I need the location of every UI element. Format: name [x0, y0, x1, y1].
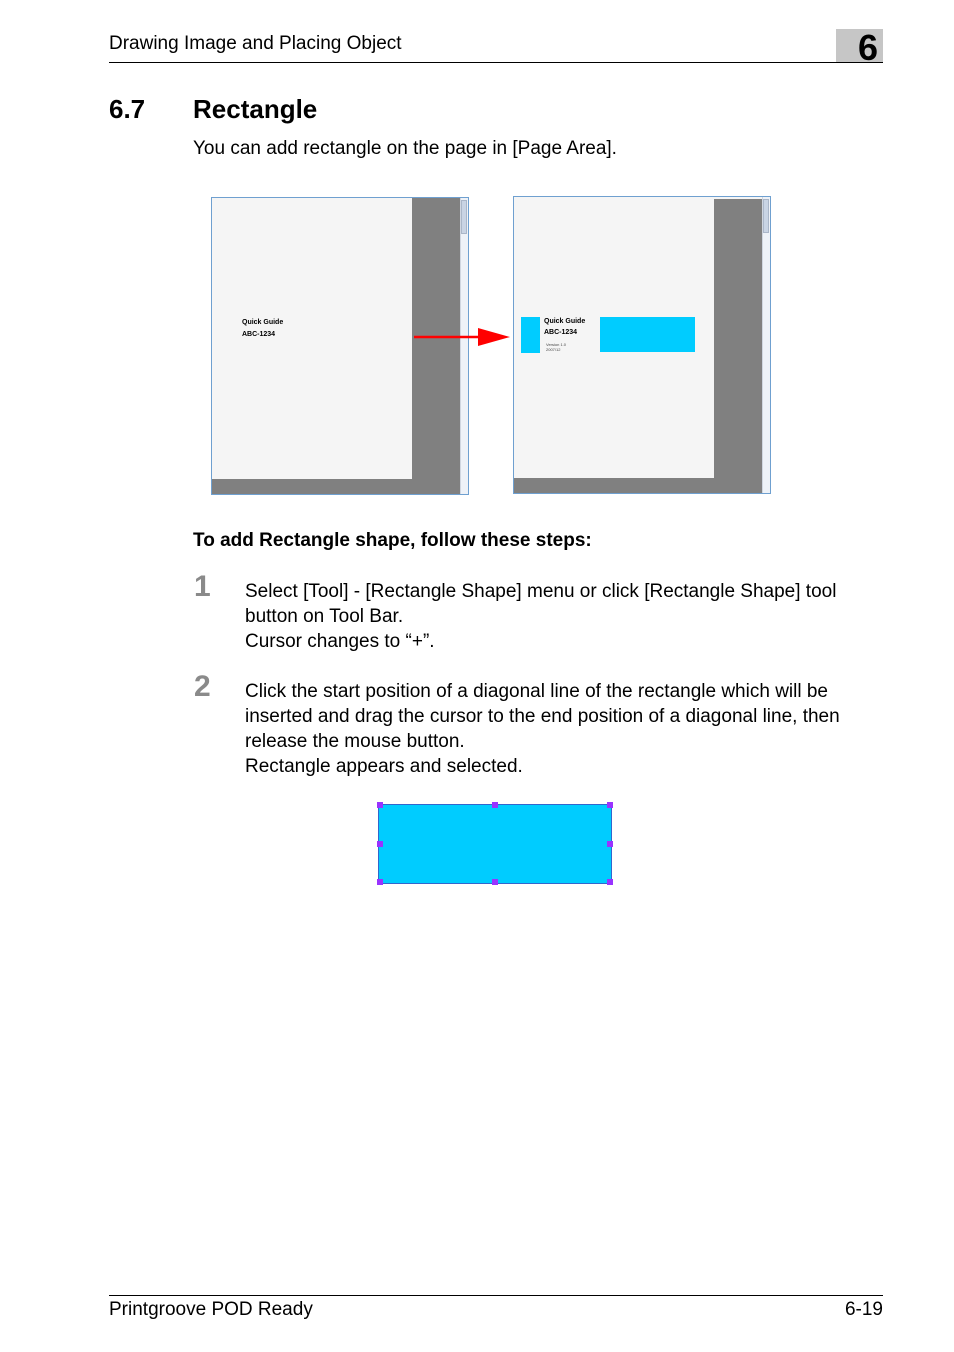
page-background-gray-bottom — [212, 479, 462, 494]
resize-handle-top-middle[interactable] — [492, 802, 498, 808]
footer-page-number: 6-19 — [844, 1299, 883, 1320]
inserted-rectangle-small — [521, 317, 540, 353]
resize-handle-bottom-right[interactable] — [607, 879, 613, 885]
doc-title-text: Quick Guide — [242, 319, 284, 326]
scrollbar-thumb[interactable] — [763, 199, 769, 233]
doc-code-text: ABC-1234 — [544, 329, 578, 336]
step-2-line-2: inserted and drag the cursor to the end position of a diagonal line, then — [245, 706, 840, 727]
resize-handle-bottom-middle[interactable] — [492, 879, 498, 885]
page-area-after-screenshot — [513, 196, 771, 494]
header-rule — [109, 62, 883, 63]
footer-rule — [109, 1295, 883, 1296]
step-2-line-3: release the mouse button. — [245, 731, 465, 752]
resize-handle-middle-left[interactable] — [377, 841, 383, 847]
section-number: 6.7 — [109, 94, 146, 124]
page-background-gray — [714, 199, 764, 493]
step-1-line-1: Select [Tool] - [Rectangle Shape] menu or click [Rectangle Shape] tool — [245, 581, 837, 602]
doc-code-text: ABC-1234 — [242, 331, 276, 338]
step-number-2: 2 — [194, 670, 211, 703]
red-arrow-icon — [412, 326, 512, 348]
step-2-line-4: Rectangle appears and selected. — [245, 756, 523, 777]
page-background-gray-bottom — [514, 478, 764, 493]
doc-title-text: Quick Guide — [544, 318, 586, 325]
running-header-title: Drawing Image and Placing Object — [109, 33, 402, 54]
step-1-line-3: Cursor changes to “+”. — [245, 631, 435, 652]
footer-product-name: Printgroove POD Ready — [109, 1299, 313, 1320]
section-intro: You can add rectangle on the page in [Page Area]. — [193, 138, 617, 159]
selected-rectangle[interactable] — [378, 804, 612, 884]
inserted-rectangle-large — [600, 317, 695, 352]
doc-date-text: 2007/12 — [546, 347, 561, 352]
chapter-number: 6 — [858, 27, 879, 68]
resize-handle-middle-right[interactable] — [607, 841, 613, 847]
resize-handle-top-right[interactable] — [607, 802, 613, 808]
step-number-1: 1 — [194, 570, 211, 603]
steps-heading: To add Rectangle shape, follow these steps: — [193, 530, 592, 551]
vertical-scrollbar[interactable] — [762, 197, 770, 493]
doc-version-text: Version 1.0 — [546, 342, 567, 347]
step-2-line-1: Click the start position of a diagonal line of the rectangle which will be — [245, 681, 828, 702]
section-title: Rectangle — [193, 94, 318, 124]
resize-handle-bottom-left[interactable] — [377, 879, 383, 885]
step-1-line-2: button on Tool Bar. — [245, 606, 404, 627]
scrollbar-thumb[interactable] — [461, 200, 467, 234]
resize-handle-top-left[interactable] — [377, 802, 383, 808]
